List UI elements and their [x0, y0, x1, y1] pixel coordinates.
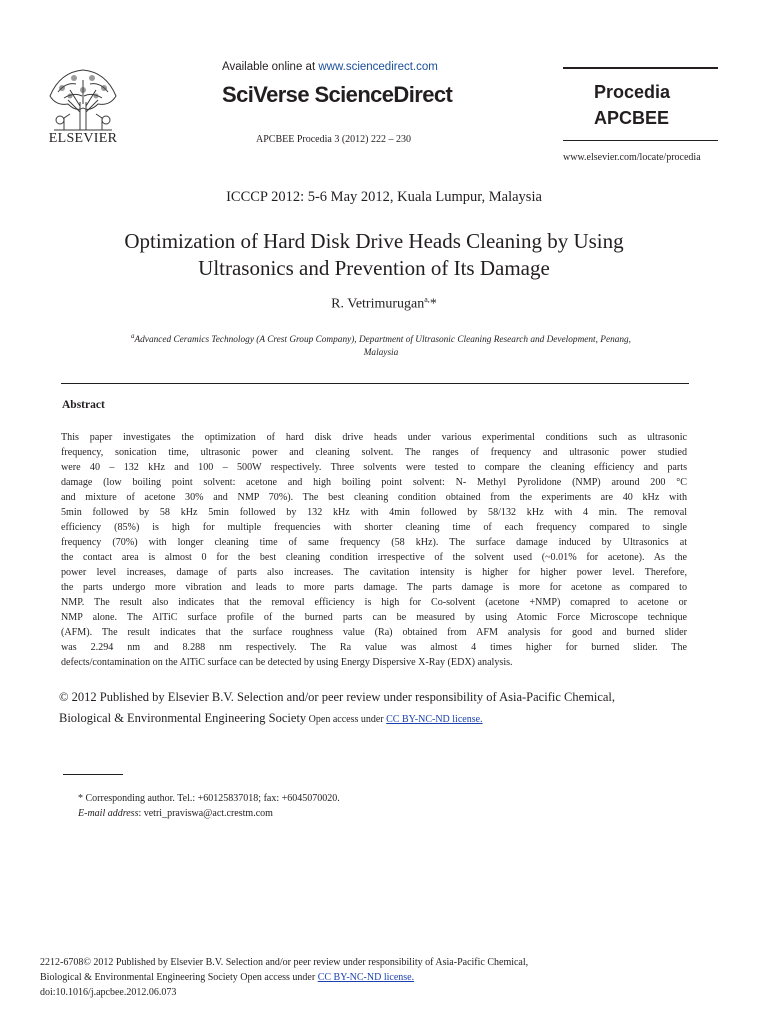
abstract-line: was 2.294 nm and 8.288 nm respectively. The Ra value was almost 4 times higher for burned slider. The [61, 642, 687, 653]
footer-line2: Biological & Environmental Engineering Society [40, 972, 238, 983]
abstract-line: NMP. The result also indicates that the removal efficiency is high for Co-solvent (acetone +NMP) comapred to acetone or [61, 597, 687, 608]
abstract-line: (AFM). The result indicates that the surface roughness value (Ra) obtained from AFM analysis for good and burned slider [61, 627, 687, 638]
email-label: E-mail address [78, 808, 139, 819]
affiliation-line1: Advanced Ceramics Technology (A Crest Group Company), Department of Ultrasonic Cleaning Research and Development, Penang, [134, 335, 632, 346]
affiliation-mark: a [130, 332, 135, 340]
platform-name: SciVerse ScienceDirect [222, 82, 453, 107]
copyright-line2: Biological & Environmental Engineering Society [59, 711, 307, 725]
availability-prefix: Available online at [222, 61, 319, 73]
author-affil-mark: a, [424, 295, 430, 304]
procedia-brand [594, 79, 670, 131]
license-link[interactable]: CC BY-NC-ND license. [386, 714, 483, 725]
title-line1: Optimization of Hard Disk Drive Heads Cleaning by Using [124, 229, 624, 253]
journal-reference: APCBEE Procedia 3 (2012) 222 – 230 [256, 134, 411, 145]
email-note [78, 808, 273, 819]
procedia-line2: APCBEE [594, 108, 670, 128]
footer-open-access: Open access under [237, 972, 318, 983]
procedia-top-rule [563, 67, 718, 69]
abstract-line: frequency, sonication time, ultrasonic power and cleaning solvent. The ranges of frequency and ultrasonic power studied [61, 447, 687, 458]
email-address: : vetri_praviswa@act.crestm.com [138, 808, 273, 819]
abstract-line: and mixture of acetone 30% and NMP 70%). The best cleaning condition obtained from the experiments are 40 kHz with [61, 492, 687, 503]
paper-title [60, 228, 688, 282]
footer-license-link[interactable]: CC BY-NC-ND license. [317, 972, 415, 983]
abstract-line: NMP alone. The AlTiC surface profile of the burned parts can be measured by using Atomic Force Microscope technique [61, 612, 687, 623]
open-access-label: Open access under [306, 714, 387, 725]
page-footer [40, 955, 680, 1000]
author-line [0, 295, 768, 313]
conference-line: ICCCP 2012: 5-6 May 2012, Kuala Lumpur, Malaysia [226, 189, 542, 205]
availability-line [222, 61, 438, 73]
abstract-line: the parts undergo more vibration and leads to more parts damage. The parts damage is more for acetone as compared to [61, 582, 687, 593]
copyright-notice [59, 687, 699, 730]
abstract-body [61, 430, 687, 670]
author-star: * [429, 296, 437, 312]
doi: doi:10.1016/j.apcbee.2012.06.073 [40, 987, 177, 998]
corresponding-author-note: * Corresponding author. Tel.: +60125837018; fax: +6045070020. [78, 793, 340, 804]
abstract-line: frequency (70%) with longer cleaning time of same frequency (58 kHz). The surface damage induced by Ultrasonics at [61, 537, 687, 548]
abstract-line: damage (low boiling point solvent: acetone and high boiling point solvent: N- Methyl Pyrolidone (NMP) around 200 °C [61, 477, 687, 488]
sciencedirect-link[interactable]: www.sciencedirect.com [318, 61, 438, 73]
abstract-line: 5min followed by 58 kHz 5min followed by 132 kHz with 4min followed by 58/132 kHz with 4 min. The removal [61, 507, 687, 518]
abstract-line: the contact area is almost 0 for the best cleaning condition irrespective of the solvent used (~0.01% for acetone). As the [61, 552, 687, 563]
author-name: R. Vetrimurugan [331, 296, 425, 312]
publisher-name: ELSEVIER [48, 131, 118, 146]
affiliation-line2: Malaysia [363, 348, 399, 359]
affiliation [66, 330, 696, 360]
footer-line1: 2212-6708© 2012 Published by Elsevier B.V. Selection and/or peer review under responsibility of Asia-Pacific Chemical, [40, 957, 529, 968]
procedia-bottom-rule [563, 140, 718, 141]
abstract-line: This paper investigates the optimization of hard disk drive heads under various experimental conditions such as ultrasonic [61, 432, 687, 443]
abstract-line: efficiency (85%) is high for multiple frequencies with shorter cleaning time of each frequency compared to single [61, 522, 687, 533]
abstract-heading: Abstract [62, 399, 105, 411]
copyright-line1: © 2012 Published by Elsevier B.V. Selection and/or peer review under responsibility of Asia-Pacific Chemical, [59, 690, 616, 704]
header-divider [61, 383, 689, 384]
procedia-line1: Procedia [594, 82, 671, 102]
abstract-line: power level increases, damage of parts also increases. The cavitation intensity is higher for higher power level. Therefore, [61, 567, 687, 578]
title-line2: Ultrasonics and Prevention of Its Damage [198, 256, 550, 280]
journal-url-link[interactable]: www.elsevier.com/locate/procedia [563, 152, 701, 163]
abstract-line: were 40 – 132 kHz and 100 – 500W respectively. Three solvents were tested to compare the cleaning efficiency and parts [61, 462, 687, 473]
footnote-rule [63, 774, 123, 775]
abstract-line: defects/contamination on the AlTiC surface can be detected by using Energy Dispersive X-Ray (EDX) analysis. [61, 657, 513, 668]
